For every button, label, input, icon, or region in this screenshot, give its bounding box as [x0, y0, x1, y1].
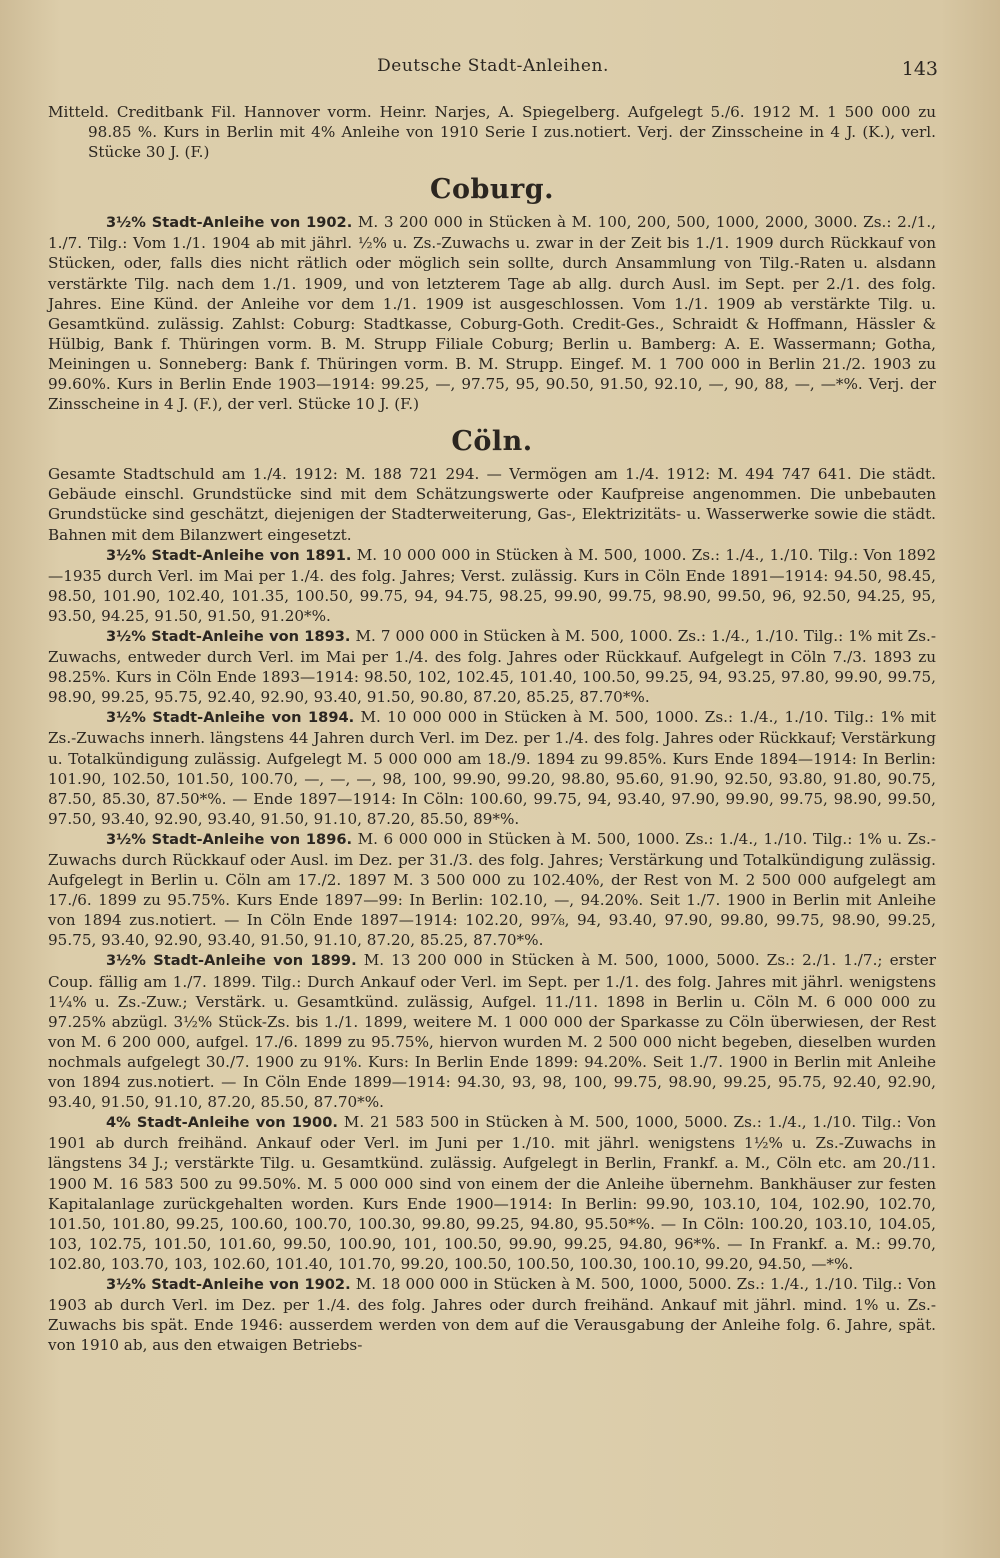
bond-entry-coeln-1891 — [48, 545, 936, 626]
bond-title: 3½% Stadt-Anleihe von 1896. — [106, 830, 353, 848]
city-heading-coeln: Cöln. — [451, 426, 533, 458]
bond-entry-coeln-1896 — [48, 829, 936, 951]
running-title: Deutsche Stadt-Anleihen. — [377, 56, 609, 76]
city-heading-coburg: Coburg. — [429, 174, 554, 206]
body-text — [48, 102, 936, 1355]
bond-title: 3½% Stadt-Anleihe von 1902. — [106, 1275, 351, 1293]
bond-text: M. 13 200 000 in Stücken à M. 500, 1000, 5000. Zs.: 2./1. 1./7.; erster Coup. fällig am 1./7. 1899. Tilg.: Durch Ankauf oder Verl. im Sept. per 1./1. des folg. Jahres mit jährl. wenigstens 1¼% u. Zs.-Zuw.; Verstärk. u. Gesamtkünd. zulässig, Aufgel. 11./11. 1898 in Berlin u. Cöln M. 6 000 000 zu 97.25% abzügl. 3½% Stück-Zs. bis 1./1. 1899, weitere M. 1 000 000 der Sparkasse zu Cöln überwiesen, der Rest von M. 6 200 000, aufgel. 17./6. 1899 zu 95.75%, hiervon wurden M. 2 500 000 nicht begeben, dieselben wurden nochmals aufgelegt 30./7. 1900 zu 91%. Kurs: In Berlin Ende 1899: 94.20%. Seit 1./7. 1900 in Berlin mit Anleihe von 1894 zus.notiert. — In Cöln Ende 1899—1914: 94.30, 93, 98, 100, 99.75, 98.90, 99.25, 95.75, 92.40, 92.90, 93.40, 91.50, 91.10, 87.20, 85.50, 87.70*%. — [48, 951, 936, 1112]
bond-title: 3½% Stadt-Anleihe von 1894. — [106, 709, 355, 727]
bond-text: M. 7 000 000 in Stücken à M. 500, 1000. Zs.: 1./4., 1./10. Tilg.: 1% mit Zs.-Zuwachs, entweder durch Verl. im Mai per 1./4. des folg. Jahres oder Rückkauf. Aufgelegt in Cöln 7./3. 1893 zu 98.25%. Kurs in Cöln Ende 1893—1914: 98.50, 102, 102.45, 101.40, 100.50, 99.25, 94, 93.25, 97.80, 99.90, 99.75, 98.90, 99.25, 95.75, 92.40, 92.90, 93.40, 91.50, 90.80, 87.20, 85.25, 87.70*%. — [48, 626, 936, 707]
bond-text: M. 10 000 000 in Stücken à M. 500, 1000. Zs.: 1./4., 1./10. Tilg.: Von 1892—1935 durch Verl. im Mai per 1./4. des folg. Jahres; Verst. zulässig. Kurs in Cöln Ende 1891—1914: 94.50, 98.45, 98.50, 101.90, 102.40, 101.35, 100.50, 99.75, 94, 94.75, 98.25, 99.90, 99.75, 98.90, 99.50, 96, 92.50, 94.25, 95, 93.50, 94.25, 91.50, 91.50, 91.20*%. — [48, 545, 936, 625]
bond-text: M. 10 000 000 in Stücken à M. 500, 1000. Zs.: 1./4., 1./10. Tilg.: 1% mit Zs.-Zuwachs innerh. längstens 44 Jahren durch Verl. im Dez. per 1./4. des folg. Jahres oder Rückkauf; Verstärkung u. Totalkündigung zulässig. Aufgelegt M. 5 000 000 am 18./9. 1894 zu 99.85%. Kurs Ende 1894—1914: In Berlin: 101.90, 102.50, 101.50, 100.70, —, —, —, 98, 100, 99.90, 99.20, 98.80, 95.60, 91.90, 92.50, 93.80, 91.80, 90.75, 87.50, 85.30, 87.50*%. — Ende 1897—1914: In Cöln: 100.60, 99.75, 94, 93.40, 97.90, 99.90, 99.75, 98.90, 99.50, 97.50, 93.40, 92.90, 93.40, 91.50, 91.10, 87.20, 85.50, 89*%. — [48, 708, 936, 828]
bond-title: 3½% Stadt-Anleihe von 1891. — [106, 546, 352, 564]
bond-entry-coeln-1894 — [48, 707, 936, 829]
bond-entry-coburg-1902 — [48, 212, 936, 414]
bond-text: M. 3 200 000 in Stücken à M. 100, 200, 500, 1000, 2000, 3000. Zs.: 2./1., 1./7. Tilg.: Vom 1./1. 1904 ab mit jährl. ½% u. Zs.-Zuwachs u. zwar in der Zeit bis 1./1. 1909 durch Rückkauf von Stücken, oder, falls dies nicht rätlich oder möglich sein sollte, durch Ansammlung von Tilg.-Raten u. alsdann verstärkte Tilg. nach dem 1./1. 1909, und von letzterem Tage ab allg. durch Ausl. im Sept. per 2./1. des folg. Jahres. Eine Künd. der Anleihe vor dem 1./1. 1909 ist ausgeschlossen. Vom 1./1. 1909 ab verstärkte Tilg. u. Gesamtkünd. zulässig. Zahlst: Coburg: Stadtkasse, Coburg-Goth. Credit-Ges., Schraidt & Hoffmann, Hässler & Hülbig, Bank f. Thüringen vorm. B. M. Strupp Filiale Coburg; Berlin u. Bamberg: A. E. Wassermann; Gotha, Meiningen u. Sonneberg: Bank f. Thüringen vorm. B. M. Strupp. Eingef. M. 1 700 000 in Berlin 21./2. 1903 zu 99.60%. Kurs in Berlin Ende 1903—1914: 99.25, —, 97.75, 95, 90.50, 91.50, 92.10, —, 90, 88, —, —*%. Verj. der Zinsscheine in 4 J. (F.), der verl. Stücke 10 J. (F.) — [48, 213, 937, 414]
bond-entry-coeln-1902 — [48, 1274, 936, 1355]
bond-title: 4% Stadt-Anleihe von 1900. — [106, 1114, 338, 1132]
running-head — [48, 56, 938, 82]
coeln-overview: Gesamte Stadtschuld am 1./4. 1912: M. 188 721 294. — Vermögen am 1./4. 1912: M. 494 747 641. Die städt. Gebäude einschl. Grundstücke sind mit dem Schätzungswerte oder Kaufpreise angenommen. Die unbebauten Grundstücke sind geschätzt, diejenigen der Stadterweiterung, Gas-, Elektrizitäts- u. Wasserwerke sowie die städt. Bahnen mit dem Bilanzwert eingesetzt. — [48, 465, 936, 544]
bond-title: 3½% Stadt-Anleihe von 1893. — [106, 627, 351, 645]
bond-title: 3½% Stadt-Anleihe von 1899. — [106, 952, 357, 970]
bond-text: M. 18 000 000 in Stücken à M. 500, 1000, 5000. Zs.: 1./4., 1./10. Tilg.: Von 1903 ab durch Verl. im Dez. per 1./4. des folg. Jahres oder durch freihänd. Ankauf mit jährl. mind. 1% u. Zs.-Zuwachs bis spät. Ende 1946: ausserdem werden von dem auf die Verausgabung der Anleihe folg. 6. Jahre, spät. von 1910 ab, aus den etwaigen Betriebs- — [48, 1274, 936, 1355]
bond-entry-coeln-1899 — [48, 950, 936, 1112]
page-number: 143 — [901, 58, 938, 80]
bond-entry-coeln-1893 — [48, 626, 936, 707]
bond-text: M. 21 583 500 in Stücken à M. 500, 1000, 5000. Zs.: 1./4., 1./10. Tilg.: Von 1901 ab durch freihänd. Ankauf oder Verl. im Juni per 1./10. mit jährl. wenigstens 1½% u. Zs.-Zuwachs in längstens 34 J.; verstärkte Tilg. u. Gesamtkünd. zulässig. Aufgelegt in Berlin, Frankf. a. M., Cöln etc. am 20./11. 1900 M. 16 583 500 zu 99.50%. M. 5 000 000 sind von einem der die Anleihe übernehm. Bankhäuser zur festen Kapitalanlage zurückgehalten worden. Kurs Ende 1900—1914: In Berlin: 99.90, 103.10, 104, 102.90, 102.70, 101.50, 101.80, 99.25, 100.60, 100.70, 100.30, 99.80, 99.25, 94.80, 95.50*%. — In Cöln: 100.20, 103.10, 104.05, 103, 102.75, 101.50, 101.60, 99.50, 100.90, 101, 100.50, 99.90, 99.25, 94.80, 96*%. — In Frankf. a. M.: 99.70, 102.80, 103.70, 103, 102.60, 101.40, 101.70, 99.20, 100.50, 100.50, 100.30, 100.10, 99.20, 94.50, —*%. — [48, 1113, 936, 1273]
bond-title: 3½% Stadt-Anleihe von 1902. — [106, 214, 353, 232]
intro-paragraph: Mitteld. Creditbank Fil. Hannover vorm. Heinr. Narjes, A. Spiegelberg. Aufgelegt 5./6. 1912 M. 1 500 000 zu 98.85 %. Kurs in Berlin mit 4% Anleihe von 1910 Serie I zus.notiert. Verj. der Zinsscheine in 4 J. (K.), verl. Stücke 30 J. (F.) — [48, 103, 936, 162]
bond-text: M. 6 000 000 in Stücken à M. 500, 1000. Zs.: 1./4., 1./10. Tilg.: 1% u. Zs.-Zuwachs durch Rückkauf oder Ausl. im Dez. per 31./3. des folg. Jahres; Verstärkung und Totalkündigung zulässig. Aufgelegt in Berlin u. Cöln am 17./2. 1897 M. 3 500 000 zu 102.40%, der Rest von M. 2 500 000 aufgelegt am 17./6. 1899 zu 95.75%. Kurs Ende 1897—99: In Berlin: 102.10, —, 94.20%. Seit 1./7. 1900 in Berlin mit Anleihe von 1894 zus.notiert. — In Cöln Ende 1897—1914: 102.20, 99⅞, 94, 93.40, 97.90, 99.80, 99.75, 98.90, 99.25, 95.75, 93.40, 92.90, 93.40, 91.50, 91.10, 87.20, 85.25, 87.70*%. — [48, 829, 936, 950]
bond-entry-coeln-1900 — [48, 1112, 936, 1274]
